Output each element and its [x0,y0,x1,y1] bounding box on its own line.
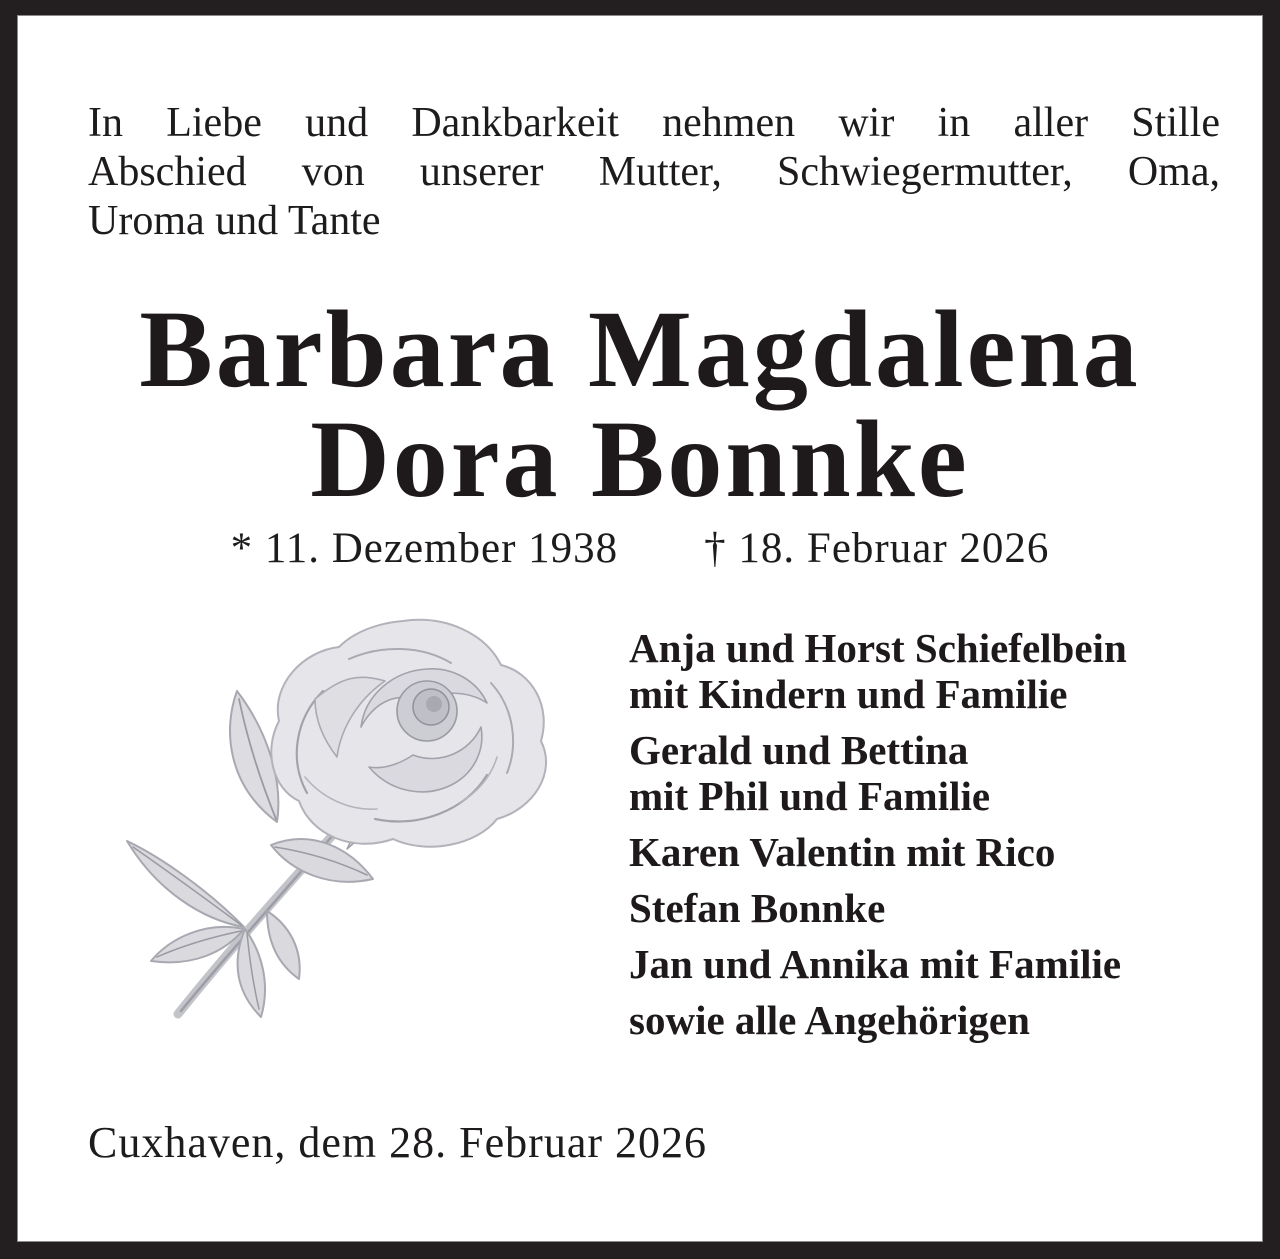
intro-text [88,99,1220,246]
deceased-name-line-2: Dora Bonnke [310,398,970,520]
mourner-line: mit Phil und Familie [629,773,991,819]
birth-date: * 11. Dezember 1938 [230,525,619,572]
dateline: Cuxhaven, dem 28. Februar 2026 [88,1118,707,1167]
death-notice-card [17,15,1263,1242]
middle-row [17,599,1263,1065]
rose-sketch-image [109,607,571,1059]
intro-line: In Liebe und Dankbarkeit nehmen wir in aller Stille [88,100,1220,146]
mourner-group [629,941,1127,987]
mourner-line: Anja und Horst Schiefelbein [629,625,1127,671]
mourner-group [629,625,1127,717]
mourner-line: Jan und Annika mit Familie [629,941,1122,987]
deceased-name-line-1: Barbara Magdalena [139,288,1141,410]
mourner-group [629,885,1127,931]
mourner-line: sowie alle Angehörigen [629,997,1030,1043]
mourner-group [629,997,1127,1043]
life-dates [17,524,1263,573]
mourner-line: Gerald und Bettina [629,727,969,773]
intro-line: Uroma und Tante [88,198,381,244]
mourner-line: mit Kindern und Familie [629,671,1068,717]
mourner-line: Karen Valentin mit Rico [629,829,1056,875]
death-date: † 18. Februar 2026 [704,525,1050,572]
mourner-line: Stefan Bonnke [629,885,886,931]
deceased-name [17,288,1263,520]
mourner-group [629,727,1127,819]
intro-line: Abschied von unserer Mutter, Schwiegermutter, Oma, [88,149,1220,195]
mourner-group [629,829,1127,875]
mourners-list [629,625,1127,1043]
